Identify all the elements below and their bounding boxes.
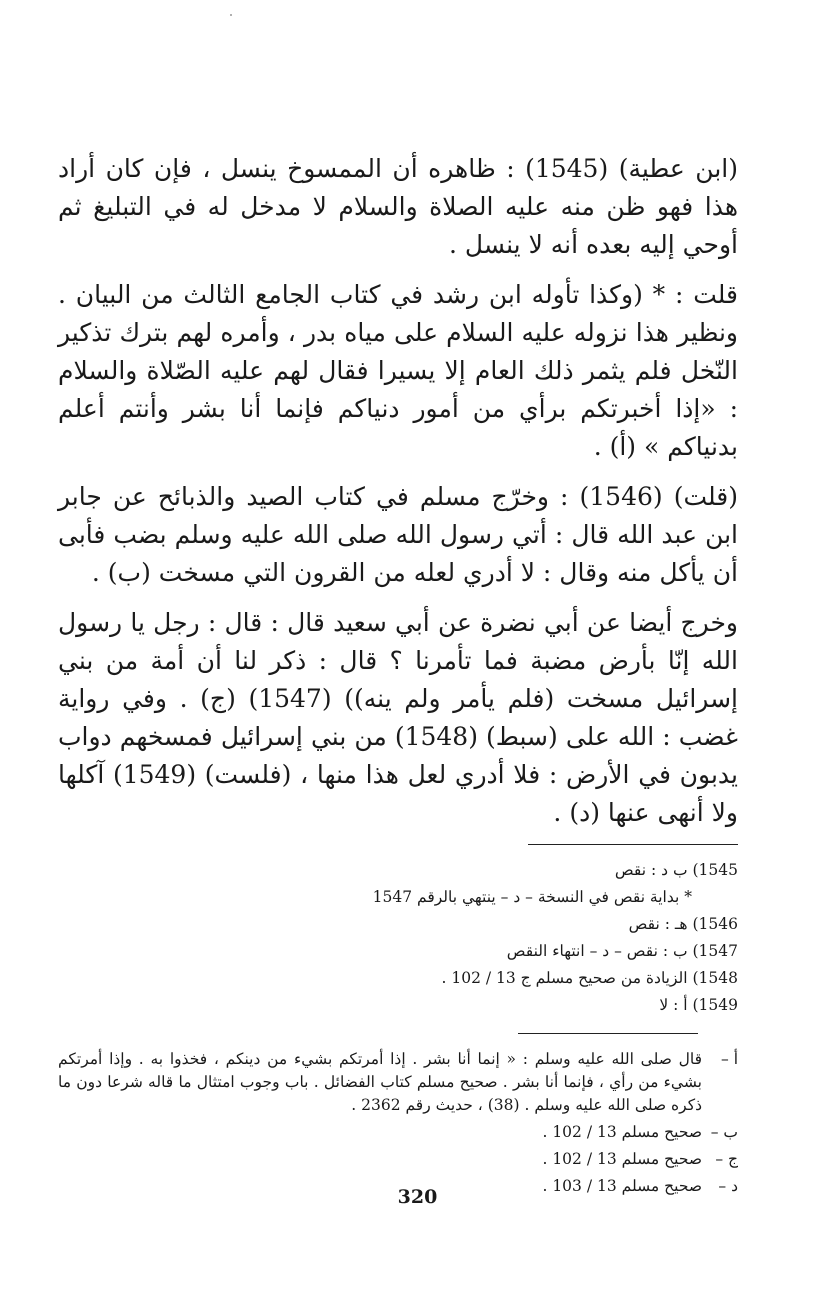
paragraph-abu-said: وخرج أيضا عن أبي نضرة عن أبي سعيد قال : قال : رجل يا رسول الله إنّا بأرض مضبة فما تأمرنا ؟ قال : ذكر لنا أن أمة من بني إسرائيل مسخت (فلم يأمر ولم ينه)) (1547) (ج) . وفي رواية غضب : الله على (سبط) (1548) من بني إسرائيل فمسخهم دواب يدبون في الأرض : فلا أدري لعل هذا منها ، (فلست) (1549) آكلها ولا أنهى عنها (د) . bbox=[58, 608, 739, 827]
annotation-alif bbox=[58, 1048, 738, 1117]
paragraph-qultu: قلت : * (وكذا تأوله ابن رشد في كتاب الجامع الثالث من البيان . ونظير هذا نزوله عليه السلام على مياه بدر ، وأمره لهم بترك تذكير النّخل فلم يثمر ذلك العام إلا يسيرا فقال لهم عليه الصّلاة والسلام : «إذا أخبرتكم برأي من أمور دنياكم فإنما أنا بشر وأنتم أعلم بدنياكم » (أ) . bbox=[58, 280, 738, 461]
annotation-label: ب – bbox=[710, 1123, 738, 1141]
annotation-label: أ – bbox=[721, 1050, 738, 1068]
footnote-1547: 1547) ب : نقص – د – انتهاء النقص bbox=[506, 942, 738, 960]
annotation-text: صحيح مسلم 13 / 102 . bbox=[542, 1123, 702, 1141]
annotation-label: د – bbox=[718, 1177, 738, 1195]
page-content bbox=[58, 150, 738, 1202]
scan-speck bbox=[230, 14, 232, 16]
paragraph-muslim-jabir: (قلت) (1546) : وخرّج مسلم في كتاب الصيد والذبائح عن جابر ابن عبد الله قال : أتي رسول الله صلى الله عليه وسلم بضب فأبى أن يأكل منه وقال : لا أدري لعله من القرون التي مسخت (ب) . bbox=[58, 482, 739, 587]
annotation-text: صحيح مسلم 13 / 103 . bbox=[542, 1177, 702, 1195]
annotation-label: ج – bbox=[715, 1150, 738, 1168]
annotation-ba bbox=[58, 1121, 738, 1144]
footnote-star: * بداية نقص في النسخة – د – ينتهي بالرقم 1547 bbox=[372, 888, 692, 906]
annotation-text: قال صلى الله عليه وسلم : « إنما أنا بشر . إذا أمرتكم بشيء من دينكم ، فخذوا به . وإذا أمرتكم بشيء من رأي ، فإنما أنا بشر . صحيح مسلم كتاب الفضائل . باب وجوب امتثال ما قاله شرعا دون ما ذكره صلى الله عليه وسلم . (38) ، حديث رقم 2362 . bbox=[58, 1050, 702, 1114]
footnote-1548: 1548) الزيادة من صحيح مسلم ج 13 / 102 . bbox=[441, 969, 738, 987]
footnote-1546: 1546) هـ : نقص bbox=[628, 915, 738, 933]
footnote-divider bbox=[528, 844, 738, 845]
page-number: 320 bbox=[397, 1186, 438, 1208]
footnote-1549: 1549) أ : لا bbox=[659, 996, 738, 1014]
footnotes-list bbox=[58, 857, 738, 1019]
annotations-list bbox=[58, 1048, 738, 1198]
paragraph-ibn-atiyya: (ابن عطية) (1545) : ظاهره أن الممسوخ ينسل ، فإن كان أراد هذا فهو ظن منه عليه الصلاة والسلام لا مدخل له في التبليغ ثم أوحي إليه بعده أنه لا ينسل . bbox=[58, 154, 738, 259]
annotation-divider bbox=[518, 1033, 698, 1034]
annotation-text: صحيح مسلم 13 / 102 . bbox=[542, 1150, 702, 1168]
footnote-1545: 1545) ب د : نقص bbox=[614, 861, 738, 879]
annotation-jim bbox=[58, 1148, 738, 1171]
